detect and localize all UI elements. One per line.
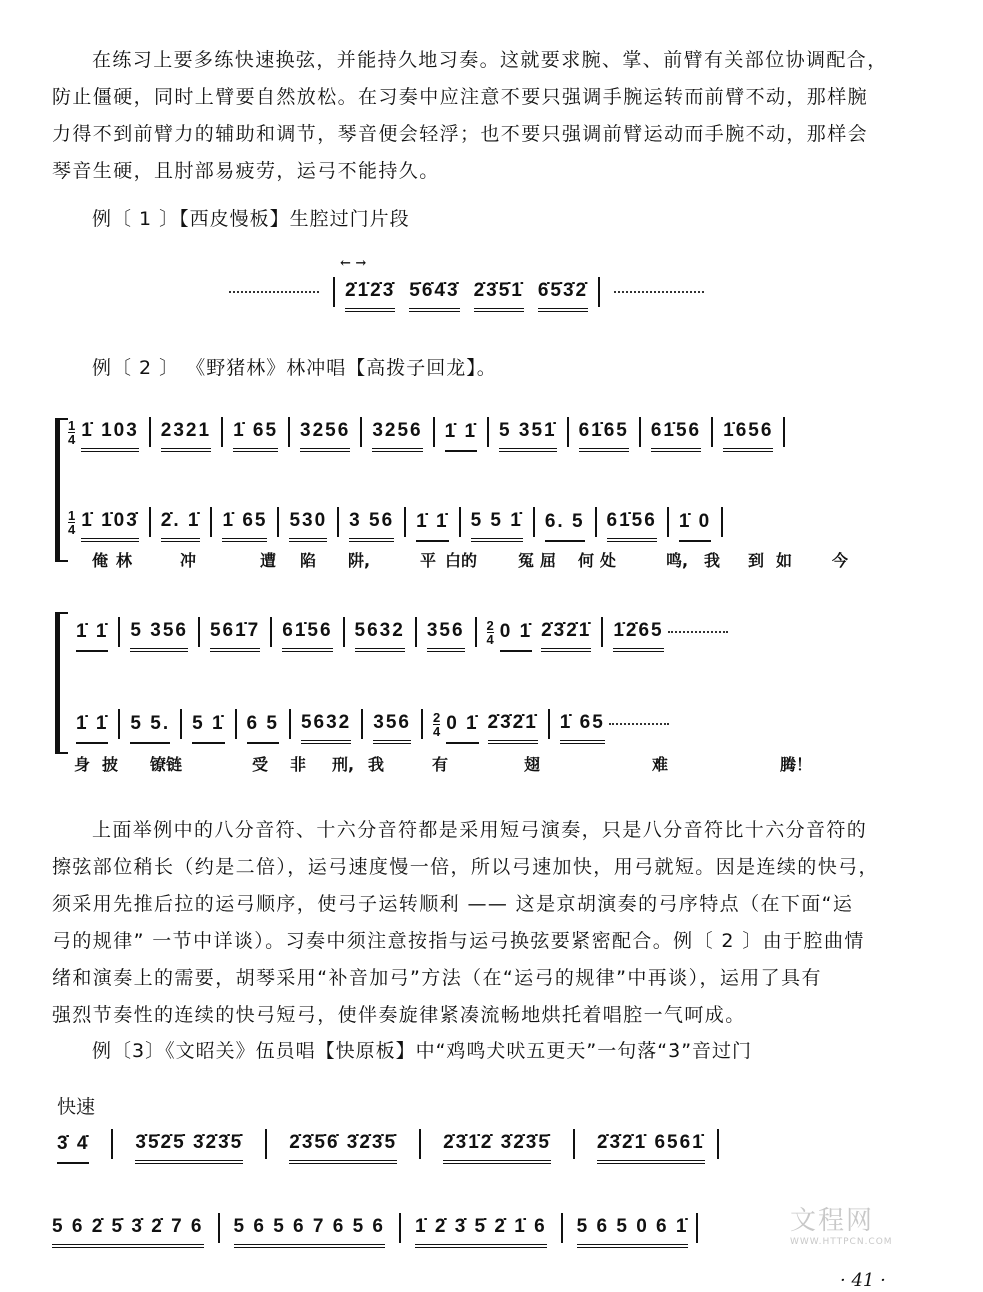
barline <box>561 1213 563 1243</box>
note-group: 0 1̇ <box>446 713 478 744</box>
barline <box>783 417 785 447</box>
barline <box>118 617 120 647</box>
accompaniment-staff-1 <box>68 412 795 452</box>
text-line: 上面举例中的八分音符、十六分音符都是采用短弓演奏，只是八分音符比十六分音符的 <box>92 819 868 841</box>
intro-paragraph <box>52 42 912 190</box>
note-group: 1̇ 0 <box>679 511 711 542</box>
lyric: 非 <box>290 755 307 774</box>
note-group: 6̇5̇3̇2̇ <box>538 280 588 312</box>
note-group: 5 6 2̇ 5̇ 3̇ 2̇ 7 6 <box>52 1216 204 1248</box>
text-line: 绪和演奏上的需要，胡琴采用“补音加弓”方法（在“运弓的规律”中再谈），运用了具有 <box>52 967 822 989</box>
watermark <box>790 1200 893 1247</box>
note-group: 1̇656 <box>723 420 773 452</box>
example3-row-1 <box>57 1124 731 1164</box>
note-group: 1̇ 65 <box>233 420 278 452</box>
barline <box>533 507 535 537</box>
barline <box>595 507 597 537</box>
note-group: 5 356 <box>130 620 188 652</box>
note-group: 1̇ 1̇ <box>416 511 448 542</box>
note-group: 2̇3̇2̇1̇ 6561̇ <box>597 1132 705 1164</box>
barline <box>270 617 272 647</box>
lyric: 鸣, <box>666 551 689 570</box>
example1-caption: 例〔 1 〕【西皮慢板】生腔过门片段 <box>92 208 410 230</box>
barline <box>149 417 151 447</box>
note-group: 5 351̇ <box>499 420 557 452</box>
lyric: 遭 <box>260 551 277 570</box>
text-line: 须采用先推后拉的运弓顺序，使弓子运转顺利 —— 这是京胡演奏的弓序特点（在下面“运 <box>52 893 854 915</box>
text-line: 琴音生硬，且肘部易疲劳，运弓不能持久。 <box>52 160 440 182</box>
note-group: 3256 <box>300 420 350 452</box>
lyric: 阱, <box>348 551 371 570</box>
note-group: 1̇ 65 <box>560 712 605 744</box>
lyric: 身 <box>74 755 91 774</box>
note-group: 3256 <box>372 420 422 452</box>
lyric: 刑, <box>332 755 355 774</box>
note-group: 2̇3̇5̇1̇ <box>474 280 524 312</box>
barline <box>118 709 120 739</box>
time-signature: 2 4 <box>432 710 441 739</box>
lyric: 披 <box>102 755 119 774</box>
barline <box>667 507 669 537</box>
watermark-text: 文程网 <box>790 1206 875 1236</box>
continuation-dots <box>229 291 319 293</box>
note-group: 1̇2̇65 <box>613 620 663 652</box>
lyric: 翅 <box>524 755 541 774</box>
note-group: 0 1̇ <box>500 621 532 652</box>
note-group: 2321 <box>161 420 211 452</box>
lyric: 俺 <box>92 551 109 570</box>
note-group: 356 <box>373 712 411 744</box>
text-line: 在练习上要多练快速换弦，并能持久地习奏。这就要求腕、掌、前臂有关部位协调配合， <box>92 49 888 71</box>
lyric: 镣链 <box>150 755 183 774</box>
explanation-paragraph <box>52 812 912 1034</box>
lyric: 今 <box>832 551 849 570</box>
text-line: 力得不到前臂力的辅助和调节，琴音便会轻浮；也不要只强调前臂运动而手腕不动，那样会 <box>52 123 869 145</box>
barline <box>288 417 290 447</box>
note-group: 6 5 <box>247 713 279 744</box>
lyric: 白的 <box>445 551 478 570</box>
note-group: 1̇ 2̇ 3̇ 5̇ 2̇ 1̇ 6 <box>415 1216 547 1248</box>
note-group: 3̇5̇2̇5̇ 3̇2̇3̇5̇ <box>135 1132 243 1164</box>
barline <box>210 507 212 537</box>
lyric: 腾！ <box>780 755 813 774</box>
lyric: 受 <box>252 755 269 774</box>
barline <box>221 417 223 447</box>
note-group: 2̇3̇1̇2̇ 3̇2̇3̇5̇ <box>443 1132 551 1164</box>
note-group: 61̇56 <box>607 510 657 542</box>
barline <box>399 1213 401 1243</box>
barline <box>548 709 550 739</box>
example3-row-2 <box>52 1208 706 1248</box>
barline <box>573 1129 575 1159</box>
barline <box>567 417 569 447</box>
barline <box>198 617 200 647</box>
note-group: 1̇ 65 <box>222 510 267 542</box>
lyric: 如 <box>776 551 793 570</box>
lyric: 冤 <box>518 551 535 570</box>
barline <box>696 1213 698 1243</box>
continuation-dots <box>609 723 669 725</box>
text-line: 擦弦部位稍长（约是二倍），运弓速度慢一倍，所以弓速加快，用弓就短。因是连续的快弓， <box>52 856 879 878</box>
barline <box>265 1129 267 1159</box>
barline <box>218 1213 220 1243</box>
note-group: 561̇7 <box>210 620 260 652</box>
lyric: 冲 <box>180 551 197 570</box>
lyric: 我 <box>704 551 721 570</box>
barline <box>487 417 489 447</box>
vocal-staff-1 <box>68 502 733 542</box>
time-signature: 1 4 <box>68 508 76 537</box>
note-group: 5̇6̇4̇3̇ <box>409 280 459 312</box>
note-group: 1̇ 1̇ <box>76 713 108 744</box>
lyric: 平 <box>420 551 437 570</box>
note-group: 61̇56 <box>282 620 332 652</box>
note-group: 530 <box>289 510 327 542</box>
text-line: 弓的规律” 一节中详谈）。习奏中须注意按指与运弓换弦要紧密配合。例〔 2 〕由于腔曲情 <box>52 930 865 952</box>
barline <box>361 709 363 739</box>
note-group: 5 6 5 6 7 6 5 6 <box>234 1216 386 1248</box>
example1-notation <box>225 272 708 312</box>
continuation-dots <box>668 631 728 633</box>
time-signature: 1 4 <box>68 418 76 447</box>
barline <box>433 417 435 447</box>
note-group: 5632 <box>355 620 405 652</box>
bow-direction-marks: ← → <box>340 256 367 271</box>
note-group: 61̇65 <box>579 420 629 452</box>
time-signature: 2 4 <box>486 618 494 647</box>
note-group: 5 1̇ <box>192 713 224 744</box>
example3-caption: 例〔3〕《文昭关》伍员唱【快原板】中“鸡鸣犬吠五更天”一句落“3̇”音过门 <box>92 1040 753 1062</box>
note-group: 2̇3̇2̇1̇ <box>488 712 538 744</box>
example2-caption: 例〔 2 〕 《野猪林》林冲唱【高拨子回龙】。 <box>92 357 497 379</box>
barline <box>404 507 406 537</box>
lyric: 有 <box>432 755 449 774</box>
note-group: 356 <box>427 620 465 652</box>
lyric: 到 <box>748 551 765 570</box>
measure <box>345 280 588 312</box>
system-bracket <box>55 418 68 562</box>
note-group: 1̇ 1̇03̇ <box>81 510 139 542</box>
barline <box>421 709 423 739</box>
lyric: 屈 <box>540 551 557 570</box>
barline <box>415 617 417 647</box>
note-group: 3 56 <box>349 510 394 542</box>
barline <box>289 709 291 739</box>
barline <box>475 617 477 647</box>
vocal-staff-2 <box>76 704 673 744</box>
text-line: 强烈节奏性的连续的快弓短弓，使伴奏旋律紧凑流畅地烘托着唱腔一气呵成。 <box>52 1004 746 1026</box>
barline <box>343 617 345 647</box>
lyrics-line-2 <box>0 752 983 776</box>
note-group: 2̇. 1̇ <box>161 510 201 542</box>
barline <box>419 1129 421 1159</box>
note-group: 5632 <box>301 712 351 744</box>
barline <box>360 417 362 447</box>
barline <box>717 1129 719 1159</box>
note-group: 2̇3̇5̇6̇ 3̇2̇3̇5̇ <box>289 1132 397 1164</box>
note-group: 1̇ 1̇ <box>445 421 477 452</box>
note-group: 1̇ 1̇ <box>76 621 108 652</box>
tempo-marking: 快速 <box>57 1096 96 1118</box>
barline <box>235 709 237 739</box>
barline <box>180 709 182 739</box>
lyric: 何 <box>578 551 595 570</box>
barline <box>601 617 603 647</box>
barline <box>459 507 461 537</box>
note-group: 5 6 5 0 6 1̇ <box>577 1216 689 1248</box>
note-group: 5 5 1̇ <box>471 510 523 542</box>
system-bracket <box>55 612 68 754</box>
page-number: · 41 · <box>840 1270 886 1291</box>
accompaniment-staff-2 <box>76 612 732 652</box>
barline <box>333 277 335 307</box>
barline <box>711 417 713 447</box>
lyrics-line-1 <box>0 548 983 572</box>
barline <box>337 507 339 537</box>
lyric: 难 <box>652 755 669 774</box>
text-line: 防止僵硬，同时上臂要自然放松。在习奏中应注意不要只强调手腕运转而前臂不动，那样腕 <box>52 86 869 108</box>
watermark-url: WWW.HTTPCN.COM <box>790 1237 893 1247</box>
barline <box>277 507 279 537</box>
continuation-dots <box>614 291 704 293</box>
barline <box>721 507 723 537</box>
note-group: 5 5. <box>130 713 170 744</box>
lyric: 处 <box>600 551 617 570</box>
note-group: 2̇3̇2̇1̇ <box>541 620 591 652</box>
lyric: 林 <box>116 551 133 570</box>
note-group: 6. 5 <box>545 511 585 542</box>
barline <box>111 1129 113 1159</box>
barline <box>149 507 151 537</box>
note-group: 3̇ 4̇ <box>57 1133 89 1164</box>
barline <box>598 277 600 307</box>
barline <box>639 417 641 447</box>
note-group: 61̇56 <box>651 420 701 452</box>
lyric: 我 <box>368 755 385 774</box>
note-group: 2̇1̇2̇3̇ <box>345 280 395 312</box>
lyric: 陷 <box>300 551 317 570</box>
note-group: 1̇ 103 <box>81 420 139 452</box>
